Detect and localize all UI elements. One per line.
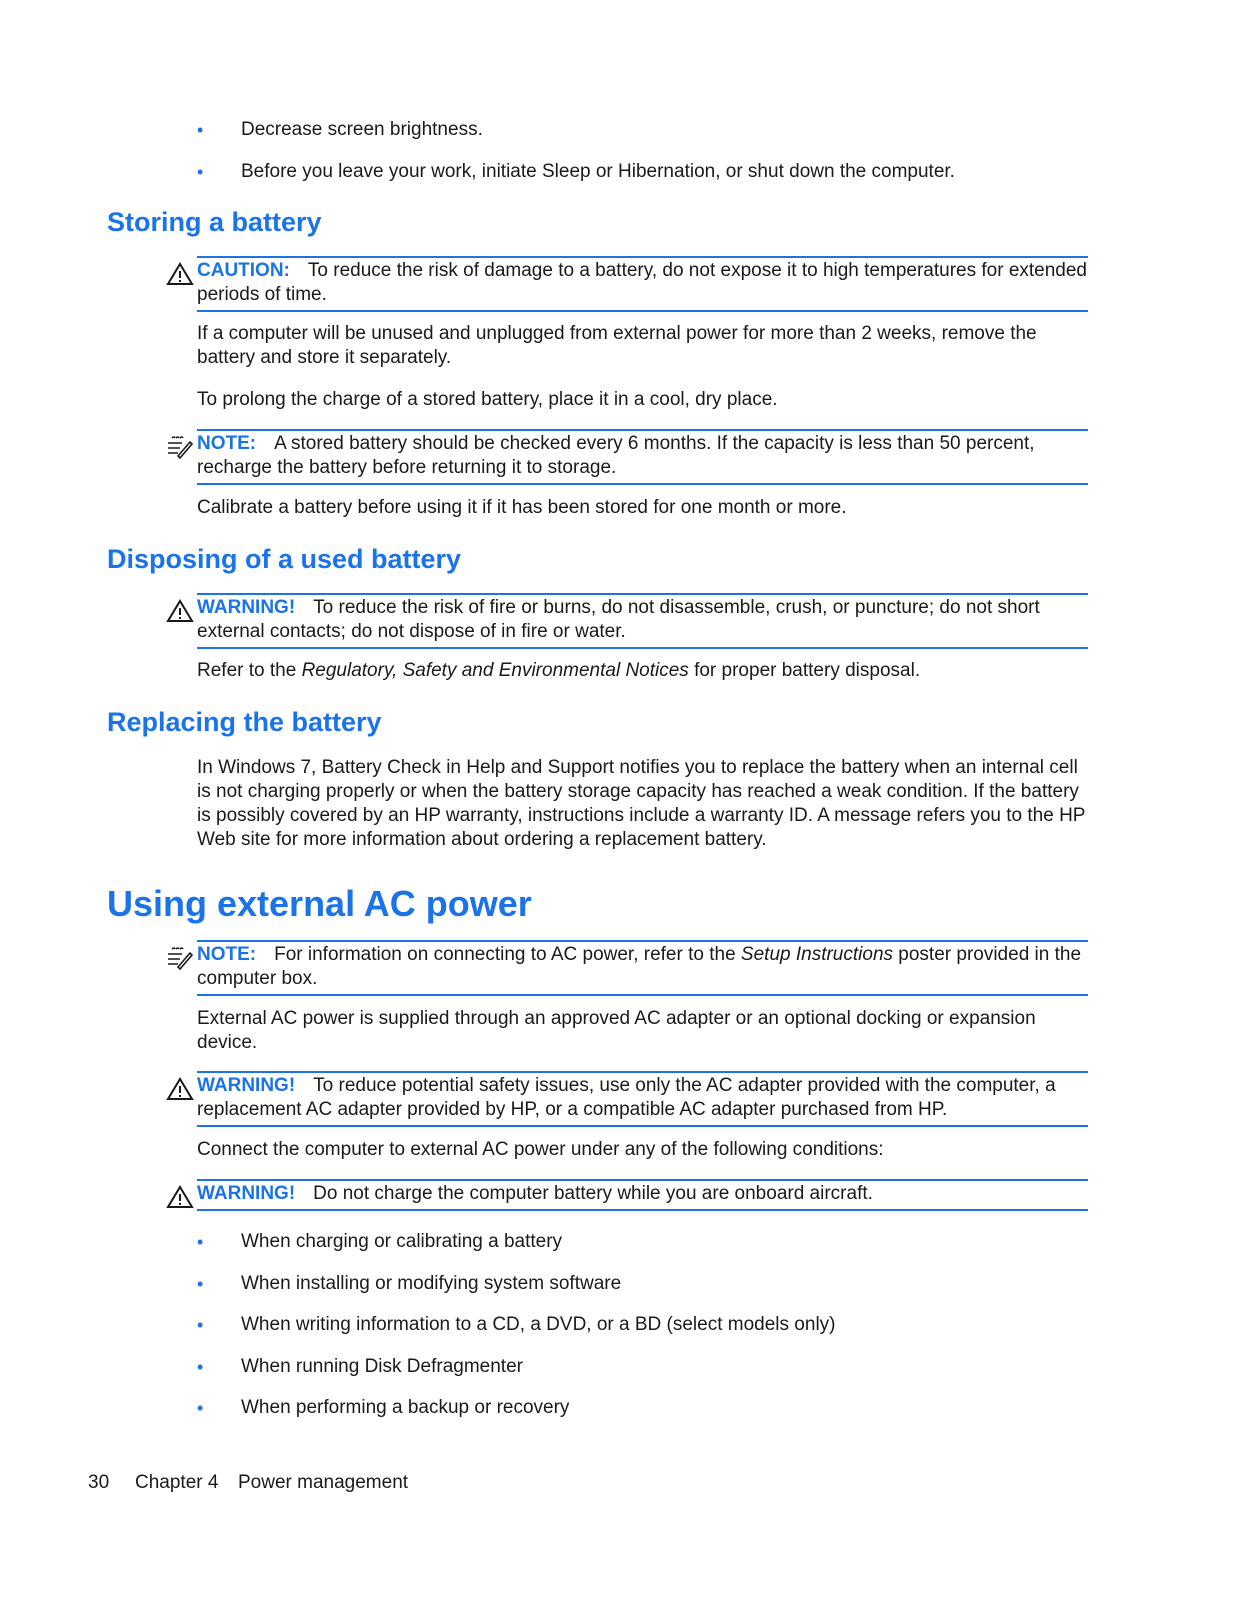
warning-notice: WARNING! To reduce potential safety issues, use only the AC adapter provided with the computer, a replacement AC adapter provided by HP, or a compatible AC adapter purchased from HP. [197, 1071, 1088, 1127]
bullet-icon: • [197, 120, 204, 140]
paragraph: Calibrate a battery before using it if it has been stored for one month or more. [197, 497, 847, 518]
note-notice: NOTE: A stored battery should be checked every 6 months. If the capacity is less than 50 percent, recharge the battery before returning it to storage. [197, 429, 1088, 485]
note-label: NOTE: [197, 944, 257, 965]
note-label: NOTE: [197, 433, 257, 454]
warning-triangle-icon [166, 599, 194, 623]
paragraph: Refer to the Regulatory, Safety and Environmental Notices for proper battery disposal. [197, 660, 921, 681]
bullet-icon: • [197, 1357, 204, 1377]
page-number: 30 [88, 1472, 110, 1493]
warning-triangle-icon [166, 1185, 194, 1209]
paragraph: In Windows 7, Battery Check in Help and Support notifies you to replace the battery when an internal cell is not charging properly or when the battery storage capacity has reached a weak condition. If the battery is possibly covered by an HP warranty, instructions include a warranty ID. A message refers you to the HP Web site for more information about ordering a replacement battery. [197, 757, 1086, 850]
warning-label: WARNING! [197, 597, 296, 618]
paragraph: If a computer will be unused and unplugged from external power for more than 2 weeks, remove the battery and store it separately. [197, 323, 1037, 368]
warning-label: WARNING! [197, 1075, 296, 1096]
caution-label: CAUTION: [197, 260, 290, 281]
document-title-reference: Regulatory, Safety and Environmental Notices [301, 660, 689, 681]
bullet-icon: • [197, 1315, 204, 1335]
warning-notice: WARNING! To reduce the risk of fire or burns, do not disassemble, crush, or puncture; do not short external contacts; do not dispose of in fire or water. [197, 593, 1088, 649]
paragraph: To prolong the charge of a stored battery, place it in a cool, dry place. [197, 389, 778, 410]
caution-notice: CAUTION: To reduce the risk of damage to a battery, do not expose it to high temperatures for extended periods of time. [197, 256, 1088, 312]
warning-notice: WARNING! Do not charge the computer battery while you are onboard aircraft. [197, 1179, 1088, 1211]
section-heading-storing: Storing a battery [107, 207, 322, 237]
note-pencil-icon [166, 435, 194, 459]
warning-triangle-icon [166, 1077, 194, 1101]
note-notice: NOTE: For information on connecting to AC power, refer to the Setup Instructions poster provided in the computer box. [197, 940, 1088, 996]
bullet-icon: • [197, 1232, 204, 1252]
warning-label: WARNING! [197, 1183, 296, 1204]
bullet-icon: • [197, 1274, 204, 1294]
chapter-title: Power management [238, 1472, 409, 1493]
paragraph: External AC power is supplied through an approved AC adapter or an optional docking or expansion device. [197, 1008, 1036, 1053]
chapter-number: Chapter 4 [135, 1472, 219, 1493]
chapter-section-heading: Using external AC power [107, 883, 532, 924]
bullet-icon: • [197, 162, 204, 182]
bullet-icon: • [197, 1398, 204, 1418]
paragraph: Connect the computer to external AC power under any of the following conditions: [197, 1139, 884, 1160]
note-pencil-icon [166, 946, 194, 970]
section-heading-replacing: Replacing the battery [107, 707, 382, 737]
section-heading-disposing: Disposing of a used battery [107, 544, 462, 574]
warning-triangle-icon [166, 262, 194, 286]
